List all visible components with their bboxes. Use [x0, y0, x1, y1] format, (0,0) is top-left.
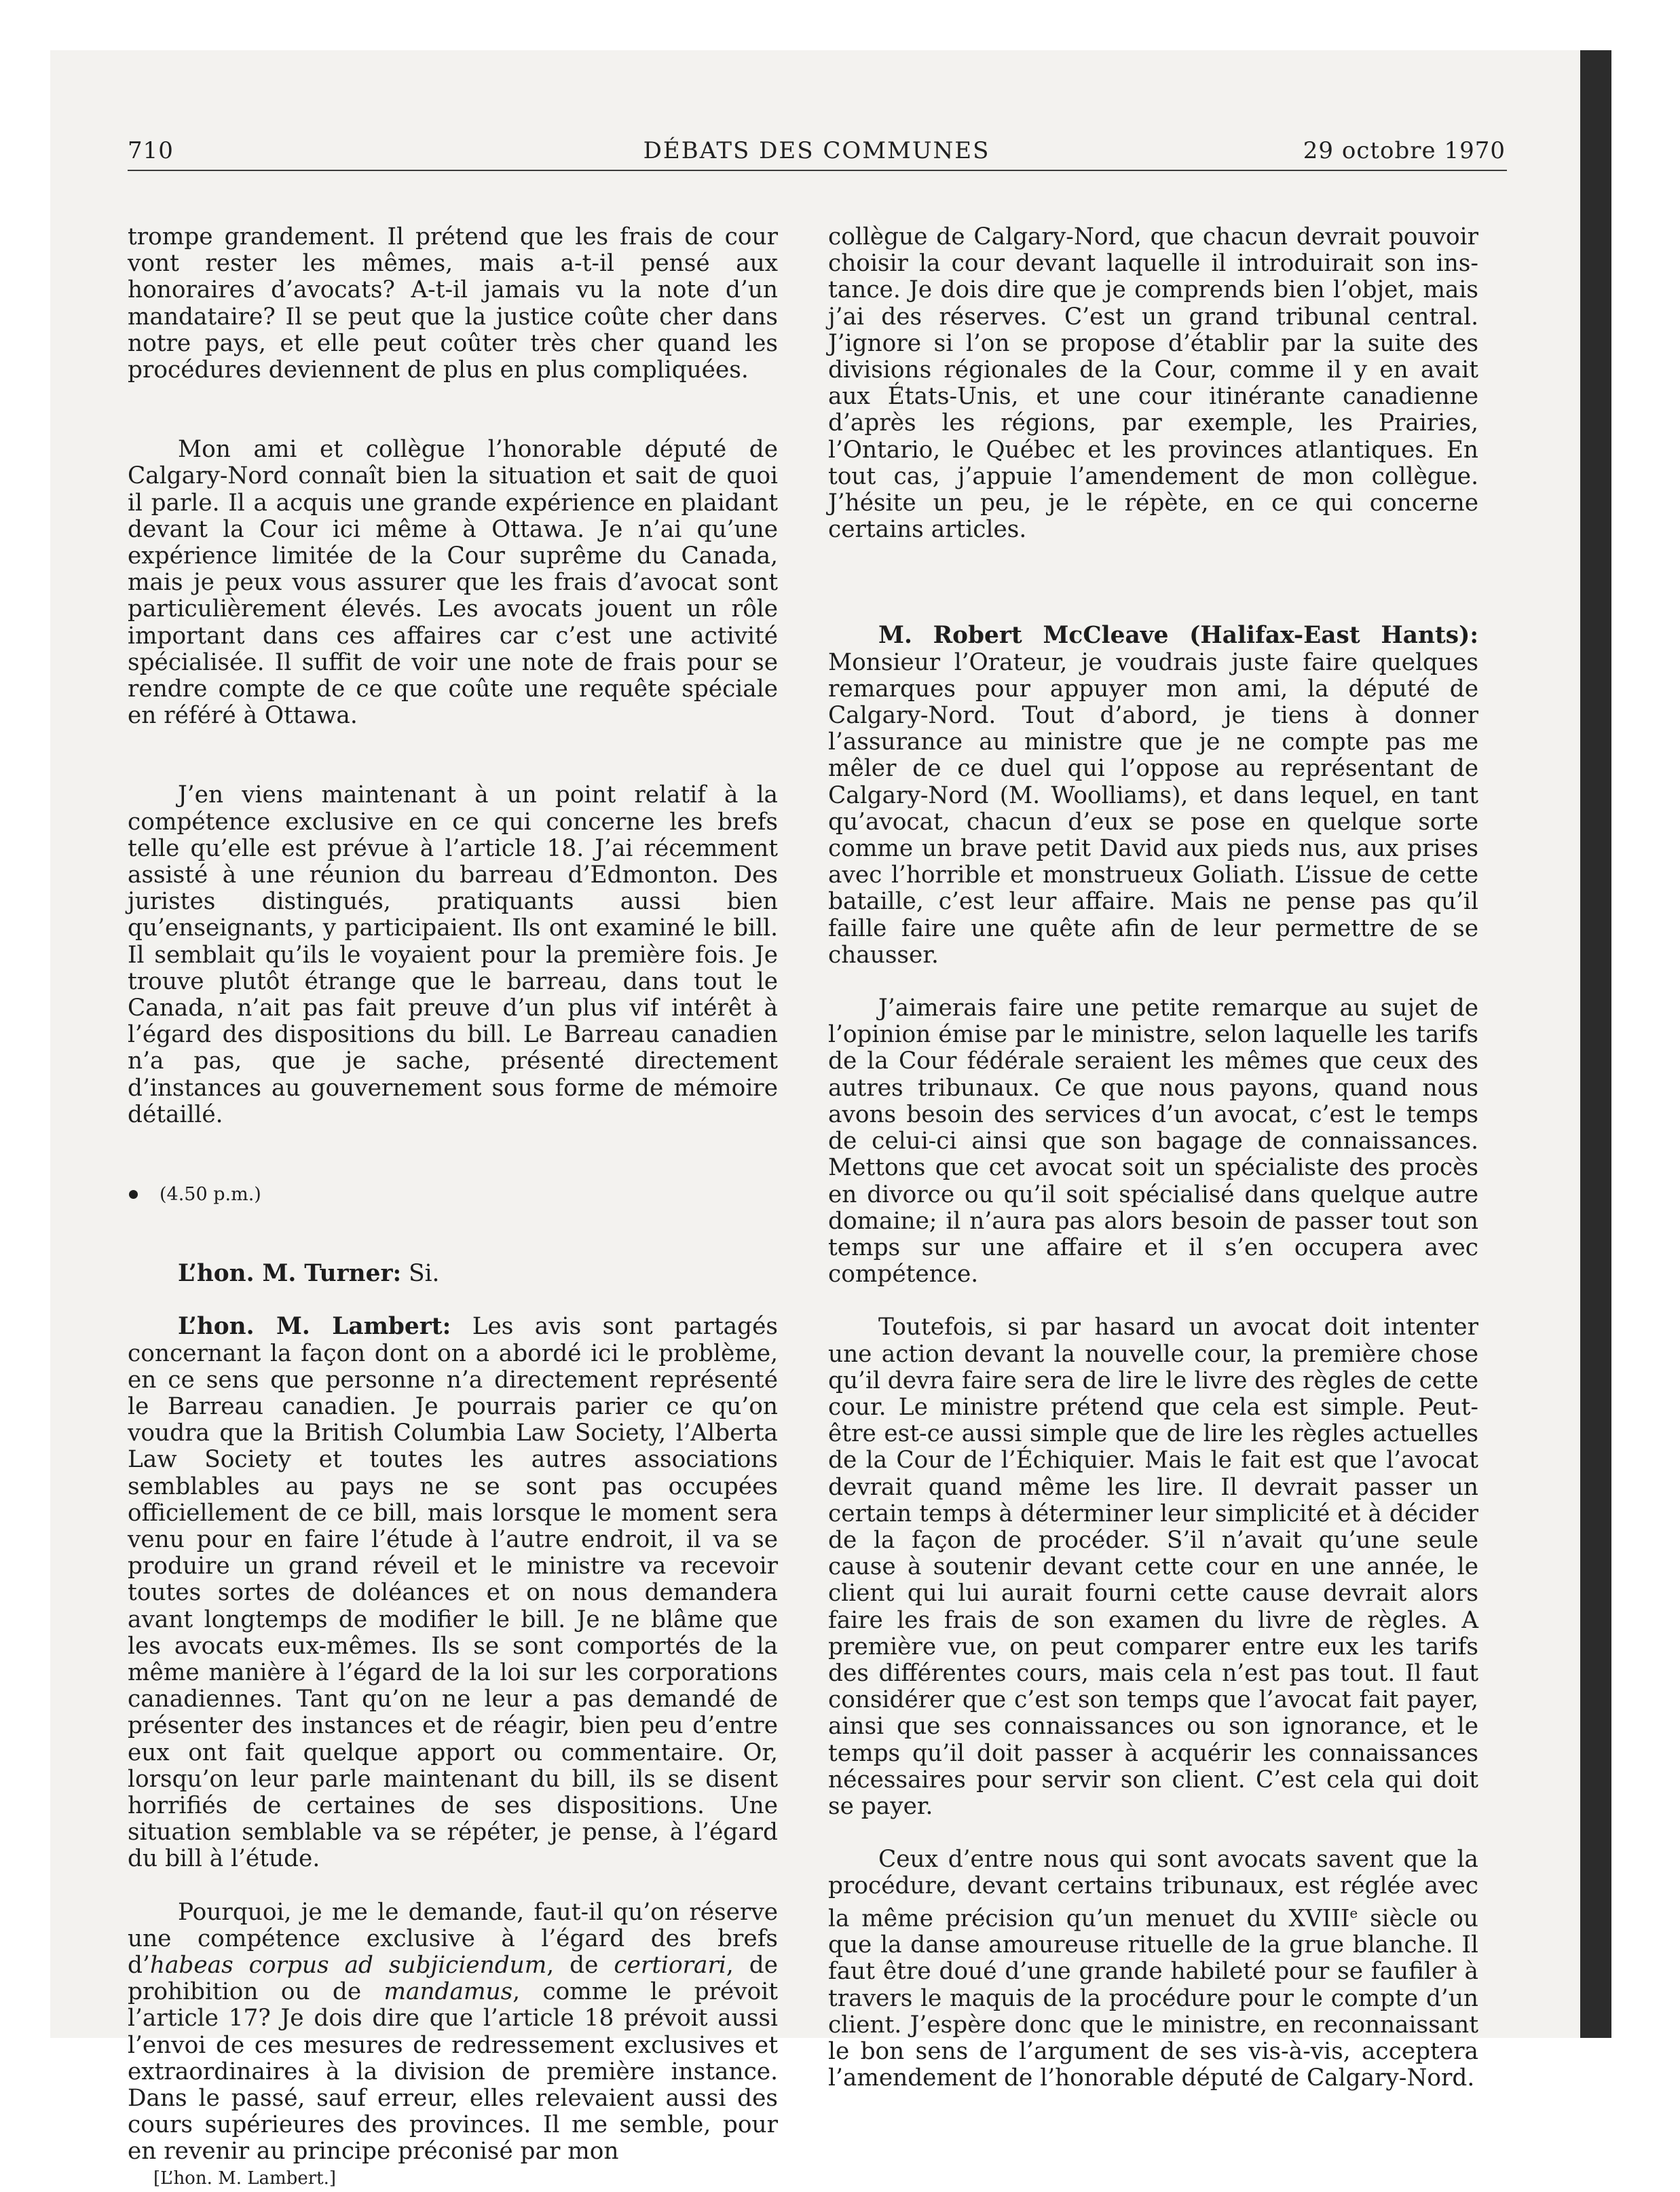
speaker-name: M. Robert McCleave (Halifax-East Hants):: [878, 622, 1478, 650]
speech-lambert: L’hon. M. Lambert: Les avis sont partagés concernant la façon dont on a abordé ici le problème, en ce sens que personne n’a directement représenté le Barreau canadien. Je pourrais parier ce qu’on voudra que la British Columbia Law Society, l’Alberta Law Society et toutes les autres associations semblables au pays ne se sont pas occupées officiellement de ce bill, mais lorsque le moment sera venu pour en faire l’étude à l’autre endroit, il va se produire un grand réveil et le ministre va recevoir toutes sortes de doléances et on nous demandera avant longtemps de modifier le bill. Je ne blâme que les avocats eux-mêmes. Ils se sont comportés de la même manière à l’égard de la loi sur les corporations canadiennes. Tant qu’on ne leur a pas demandé de présenter des instances et de réagir, bien peu d’entre eux ont fait quelque apport ou commentaire. Or, lorsqu’on leur parle maintenant du bill, ils se disent horrifiés de certaines de ses dispositions. Une situation semblable va se répéter, je pense, à l’égard du bill à l’étude.: [128, 1313, 778, 1873]
speaker-footnote: [L’hon. M. Lambert.]: [153, 2168, 337, 2189]
paragraph: Toutefois, si par hasard un avocat doit intenter une action devant la nouvelle cour, la première chose qu’il devra faire sera de lire le livre des règles de cette cour. Le ministre prétend que cela est simple. Peut-être est-ce aussi simple que de lire les règles actuelles de la Cour de l’Échiquier. Mais le fait est que l’avocat devrait quand même les lire. Il devrait passer un certain temps à déterminer leur simplicité et à décider de la façon de procéder. S’il n’avait qu’une seule cause à soutenir devant cette cour en une année, le client qui lui aurait fourni cette cause devrait alors faire les frais de son examen du livre de règles. A première vue, on peut comparer entre eux les tarifs des différentes cours, mais cela n’est pas tout. Il faut considérer que c’est son temps que l’avocat fait payer, ainsi que ses connaissances ou son ignorance, et le temps qu’il doit passer à acquérir les connaissances nécessaires pour servir son client. C’est cela qui doit se payer.: [828, 1314, 1478, 1820]
right-column: [828, 224, 1478, 2092]
page-title: DÉBATS DES COMMUNES: [643, 137, 990, 164]
page-date: 29 octobre 1970: [1303, 137, 1506, 164]
paragraph: J’aimerais faire une petite remarque au sujet de l’opinion émise par le ministre, selon laquelle les tarifs de la Cour fédérale seraient les mêmes que ceux des autres tribunaux. Ce que nous payons, quand nous avons besoin des services d’un avocat, c’est le temps de celui-ci ainsi que son bagage de connaissances. Mettons que cet avocat soit un spécialiste des procès en divorce ou qu’il soit spécialisé dans quelque autre domaine; il n’aura pas alors besoin de passer tout son temps sur une affaire et il s’en occupera avec compétence.: [828, 995, 1478, 1288]
header-rule: [128, 170, 1507, 171]
speaker-name: L’hon. M. Turner:: [178, 1260, 402, 1288]
time-marker: (4.50 p.m.): [128, 1181, 778, 1208]
speech-mccleave: M. Robert McCleave (Halifax-East Hants): Monsieur l’Orateur, je voudrais juste faire quelques remarques pour appuyer mon ami, la député de Calgary-Nord. Tout d’abord, je tiens à donner l’assurance au ministre que je ne compte pas me mêler de ce duel qui l’oppose au représentant de Calgary-Nord (M. Woolliams), et dans lequel, en tant qu’avocat, chacun d’eux se pose en quelque sorte comme un brave petit David aux pieds nus, aux prises avec l’horrible et monstrueux Goliath. L’issue de cette bataille, c’est leur affaire. Mais ne pense pas qu’il faille faire une quête afin de leur permettre de se chausser.: [828, 622, 1478, 969]
bullet-icon: [129, 1190, 138, 1199]
left-column: [128, 224, 778, 2192]
page-header: [128, 133, 1506, 168]
paragraph: collègue de Calgary-Nord, que chacun devrait pouvoir choisir la cour devant laquelle il introduirait son instance. Je dois dire que je comprends bien l’objet, mais j’ai des réserves. C’est un grand tribunal central. J’ignore si l’on se propose d’établir par la suite des divisions régionales de la Cour, comme il y en avait aux États-Unis, et une cour itinérante canadienne d’après les régions, par exemple, les Prairies, l’Ontario, le Québec et les provinces atlantiques. En tout cas, j’appuie l’amendement de mon collègue. J’hésite un peu, je le répète, en ce qui concerne certains articles.: [828, 223, 1478, 544]
scan-edge-bar: [1580, 50, 1611, 2038]
paragraph: Ceux d’entre nous qui sont avocats savent que la procédure, devant certains tribunaux, est réglée avec la même précision qu’un menuet du XVIIIe siècle ou que la danse amoureuse rituelle de la grue blanche. Il faut être doué d’une grande habileté pour se faufiler à travers le maquis de la procédure pour le compte d’un client. J’espère donc que le ministre, en reconnaissant le bon sens de l’argument de ses vis-à-vis, acceptera l’amendement de l’honorable député de Calgary-Nord.: [828, 1846, 1478, 2092]
paragraph: Pourquoi, je me le demande, faut-il qu’on réserve une compétence exclusive à l’égard des brefs d’habeas corpus ad subjiciendum, de certiorari, de prohibition ou de mandamus, comme le prévoit l’article 17? Je dois dire que l’article 18 prévoit aussi l’envoi de ces mesures de redressement exclusives et extraordinaires à la division de première instance. Dans le passé, sauf erreur, elles relevaient aussi des cours supérieures des provinces. Il me semble, pour en revenir au principe préconisé par mon: [128, 1898, 778, 2166]
paragraph: trompe grandement. Il prétend que les frais de cour vont rester les mêmes, mais a-t-il pensé aux honoraires d’avocats? A-t-il jamais vu la note d’un mandataire? Il se peut que la justice coûte cher dans notre pays, et elle peut coûter très cher quand les procédures deviennent de plus en plus compliquées.: [128, 223, 778, 384]
page-number: 710: [128, 137, 174, 164]
paragraph: J’en viens maintenant à un point relatif à la compétence exclusive en ce qui concerne les brefs telle qu’elle est prévue à l’article 18. J’ai récemment assisté à une réunion du barreau d’Edmonton. Des juristes distingués, pratiquants aussi bien qu’enseignants, y participaient. Ils ont examiné le bill. Il semblait qu’ils le voyaient pour la première fois. Je trouve plutôt étrange que le barreau, dans tout le Canada, n’ait pas fait preuve d’un plus vif intérêt à l’égard des dispositions du bill. Le Barreau canadien n’a pas, que je sache, présenté directement d’instances au gouvernement sous forme de mémoire détaillé.: [128, 781, 778, 1128]
speaker-name: L’hon. M. Lambert:: [178, 1313, 451, 1341]
speech-turner: L’hon. M. Turner: Si.: [178, 1260, 440, 1288]
paragraph: Mon ami et collègue l’honorable député de Calgary-Nord connaît bien la situation et sait de quoi il parle. Il a acquis une grande expérience en plaidant devant la Cour ici même à Ottawa. Je n’ai qu’une expérience limitée de la Cour suprême du Canada, mais je peux vous assurer que les frais d’avocat sont particulièrement élevés. Les avocats jouent un rôle important dans ces affaires car c’est une activité spécialisée. Il suffit de voir une note de frais pour se rendre compte de ce que coûte une requête spéciale en référé à Ottawa.: [128, 436, 778, 730]
